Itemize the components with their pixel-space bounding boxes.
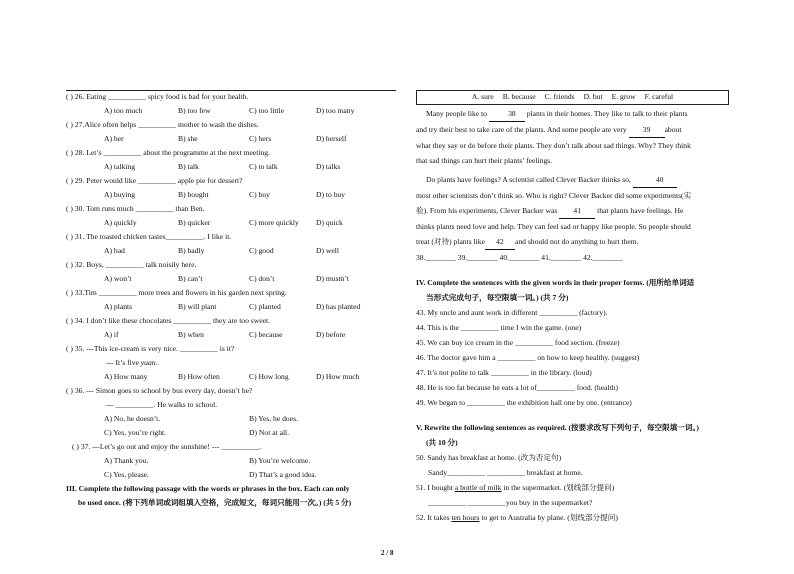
section-3-heading-cont: be used once. (将下列单词或词组填入空格，完成短文，每词只能用一次。) (共 5 分) <box>78 498 352 507</box>
question-31: ( ) 31. The toasted chicken tastes__________. I like it. <box>66 232 232 241</box>
passage-line: and try their best to take care of the plants. And some people are very 39 about <box>416 122 728 138</box>
option-d[interactable]: D) mustn’t <box>316 274 349 283</box>
option-a[interactable]: A) quickly <box>104 218 137 227</box>
option-d[interactable]: D) That’s a good idea. <box>249 470 317 479</box>
passage-line: most other scientists don’t think so. Who is right? Clever Backer did some experiments(实 <box>416 191 692 200</box>
question-33-options <box>66 300 396 314</box>
left-column <box>66 88 396 510</box>
question-32: ( ) 32. Boys, __________ talk noisily here. <box>66 260 197 269</box>
blank-42[interactable]: 42 <box>485 234 515 250</box>
option-a[interactable]: A) bad <box>104 246 125 255</box>
word-option: C. friends <box>544 92 575 101</box>
cloze-passage <box>416 106 728 525</box>
question-27: ( ) 27.Alice often helps __________ mother to wash the dishes. <box>66 120 259 129</box>
question-32-options <box>66 272 396 286</box>
passage-line: thinks plants need love and help. They can feel sad or happy like people. So people should <box>416 222 691 231</box>
option-c[interactable]: C) How long <box>249 372 289 381</box>
option-d[interactable]: D) Not at all. <box>249 428 290 437</box>
question-34: ( ) 34. I don’t like these chocolates __________ they are too sweet. <box>66 316 270 325</box>
question-35-options <box>66 370 396 384</box>
word-option: A. sure <box>471 92 494 101</box>
section-5-heading-cont: (共 10 分) <box>426 438 458 447</box>
question-27-options <box>66 132 396 146</box>
blank-41[interactable]: 41 <box>559 203 595 219</box>
option-a[interactable]: A) plants <box>104 302 133 311</box>
option-c[interactable]: C) hers <box>249 134 272 143</box>
option-c[interactable]: C) don’t <box>249 274 275 283</box>
question-37: ( ) 37. ---Let’s go out and enjoy the sunshine! --- __________. <box>72 442 262 451</box>
option-d[interactable]: D) before <box>316 330 346 339</box>
answer-line[interactable]: 38.________ 39.________ 40.________ 41.________ 42.________ <box>416 253 623 262</box>
question-51: 51. I bought a bottle of milk in the supermarket. (划线部分提问) <box>416 483 615 492</box>
reply-emphasis: yuan <box>140 358 156 367</box>
question-26-options <box>66 104 396 118</box>
option-a[interactable]: A) Thank you. <box>104 456 149 465</box>
option-d[interactable]: D) talks <box>316 162 341 171</box>
option-b[interactable]: B) You’re welcome. <box>249 456 311 465</box>
option-b[interactable]: B) quicker <box>178 218 211 227</box>
option-b[interactable]: B) too few <box>178 106 211 115</box>
option-a[interactable]: A) won’t <box>104 274 132 283</box>
passage-line: Many people like to 38 plants in their homes. They like to talk to their plants <box>416 106 728 122</box>
option-d[interactable]: D) has planted <box>316 302 361 311</box>
option-a[interactable]: A) buying <box>104 190 136 199</box>
option-b[interactable]: B) can’t <box>178 274 203 283</box>
option-a[interactable]: A) if <box>104 330 119 339</box>
question-37-options-row2 <box>66 468 396 482</box>
option-d[interactable]: D) to buy <box>316 190 346 199</box>
passage-line: that sad things can hurt their plants’ feelings. <box>416 156 553 165</box>
question-33: ( ) 33.Tim __________ more trees and flowers in his garden next spring. <box>66 288 287 297</box>
option-a[interactable]: A) her <box>104 134 124 143</box>
option-c[interactable]: C) too little <box>249 106 285 115</box>
option-a[interactable]: A) too much <box>104 106 143 115</box>
question-30-options <box>66 216 396 230</box>
section-4-heading: IV. Complete the sentences with the given words in their proper forms. (用所给单词适 <box>416 278 695 287</box>
question-50-answer[interactable]: Sandy__________ __________ breakfast at home. <box>428 468 583 477</box>
option-b[interactable]: B) she <box>178 134 198 143</box>
word-box <box>416 90 729 105</box>
option-b[interactable]: B) talk <box>178 162 199 171</box>
option-c[interactable]: C) buy <box>249 190 270 199</box>
underlined-phrase: ten hours <box>451 513 480 522</box>
reply-text: --- It’s five <box>106 358 141 367</box>
question-36-reply: --- __________. He walks to school. <box>106 400 218 409</box>
passage-line: what they say or do before their plants. They don’t talk about sad things. Why? They think <box>416 141 691 150</box>
blank-40[interactable]: 40 <box>633 172 677 188</box>
question-29: ( ) 29. Peter would like __________ apple pie for dessert? <box>66 176 243 185</box>
question-37-options-row1 <box>66 454 396 468</box>
question-36-options-row1 <box>66 412 396 426</box>
option-c[interactable]: C) good <box>249 246 274 255</box>
option-d[interactable]: D) too many <box>316 106 355 115</box>
passage-line: treat (对待) plants like 42 and should not do anything to hurt them. <box>416 234 728 250</box>
option-a[interactable]: A) How many <box>104 372 148 381</box>
section-5-heading: V. Rewrite the following sentences as required. (按要求改写下列句子，每空限填一词。) <box>416 423 699 432</box>
question-48[interactable]: 48. He is too fat because he eats a lot of__________ food. (health) <box>416 383 619 392</box>
option-d[interactable]: D) quick <box>316 218 343 227</box>
option-d[interactable]: D) How much <box>316 372 360 381</box>
option-b[interactable]: B) will plant <box>178 302 217 311</box>
question-44[interactable]: 44. This is the __________ time I win the game. (one) <box>416 323 582 332</box>
question-49[interactable]: 49. We began to __________ the exhibition hall one by one. (entrance) <box>416 398 632 407</box>
question-51-answer[interactable]: __________ __________you buy in the supermarket? <box>428 498 593 507</box>
option-c[interactable]: C) planted <box>249 302 281 311</box>
reply-end: . <box>155 358 158 367</box>
word-option: F. careful <box>644 92 674 101</box>
blank-38[interactable]: 38 <box>489 106 525 122</box>
passage-line: Do plants have feelings? A scientist called Clever Backer thinks so, 40 <box>416 172 728 188</box>
question-46[interactable]: 46. The doctor gave him a __________ on how to keep healthy. (suggest) <box>416 353 640 362</box>
word-option: D. but <box>583 92 603 101</box>
question-35: ( ) 35. ---This ice-cream is very nice. __________ is it? <box>66 344 235 353</box>
question-45[interactable]: 45. We can buy ice cream in the __________ food section. (freeze) <box>416 338 620 347</box>
question-47[interactable]: 47. It’s not polite to talk __________ in the library. (loud) <box>416 368 592 377</box>
question-28-options <box>66 160 396 174</box>
question-52: 52. It takes ten hours to get to Australia by plane. (划线部分提问) <box>416 513 618 522</box>
option-a[interactable]: A) No, he doesn’t. <box>104 414 161 423</box>
option-b[interactable]: B) How often <box>178 372 220 381</box>
question-50: 50. Sandy has breakfast at home. (改为否定句) <box>416 453 562 462</box>
question-29-options <box>66 188 396 202</box>
question-36-options-row2 <box>66 426 396 440</box>
passage-line: 验). From his experiments, Clever Backer was 41 that plants have feelings. He <box>416 203 728 219</box>
option-a[interactable]: A) talking <box>104 162 136 171</box>
section-3-heading: III. Complete the following passage with the words or phrases in the box. Each can only <box>66 484 350 493</box>
question-34-options <box>66 328 396 342</box>
question-43[interactable]: 43. My uncle and aunt work in different __________ (factory). <box>416 308 608 317</box>
underlined-phrase: a bottle of milk <box>454 483 502 492</box>
option-d[interactable]: D) herself <box>316 134 347 143</box>
blank-39[interactable]: 39 <box>629 122 665 138</box>
page-number: 2 / 8 <box>381 549 394 557</box>
question-28: ( ) 28. Let’s __________ about the programme at the next meeting. <box>66 148 270 157</box>
question-36: ( ) 36. --- Simon goes to school by bus every day, doesn’t he? <box>66 386 253 395</box>
option-d[interactable]: D) well <box>316 246 339 255</box>
question-35-reply <box>66 356 396 370</box>
option-b[interactable]: B) Yes, he does. <box>249 414 298 423</box>
question-30: ( ) 30. Tom runs much __________ than Ben. <box>66 204 205 213</box>
question-26: ( ) 26. Eating __________ spicy food is bad for your health. <box>66 92 249 101</box>
option-b[interactable]: B) when <box>178 330 204 339</box>
option-c[interactable]: C) because <box>249 330 283 339</box>
word-option: B. because <box>502 92 536 101</box>
option-c[interactable]: C) more quickly <box>249 218 299 227</box>
option-b[interactable]: B) bought <box>178 190 209 199</box>
section-4-heading-cont: 当形式完成句子，每空限填一词。) (共 7 分) <box>426 293 569 302</box>
option-c[interactable]: C) Yes, you’re right. <box>104 428 167 437</box>
question-31-options <box>66 244 396 258</box>
option-b[interactable]: B) badly <box>178 246 205 255</box>
option-c[interactable]: C) Yes, please. <box>104 470 149 479</box>
word-option: E. grow <box>611 92 636 101</box>
option-c[interactable]: C) to talk <box>249 162 278 171</box>
